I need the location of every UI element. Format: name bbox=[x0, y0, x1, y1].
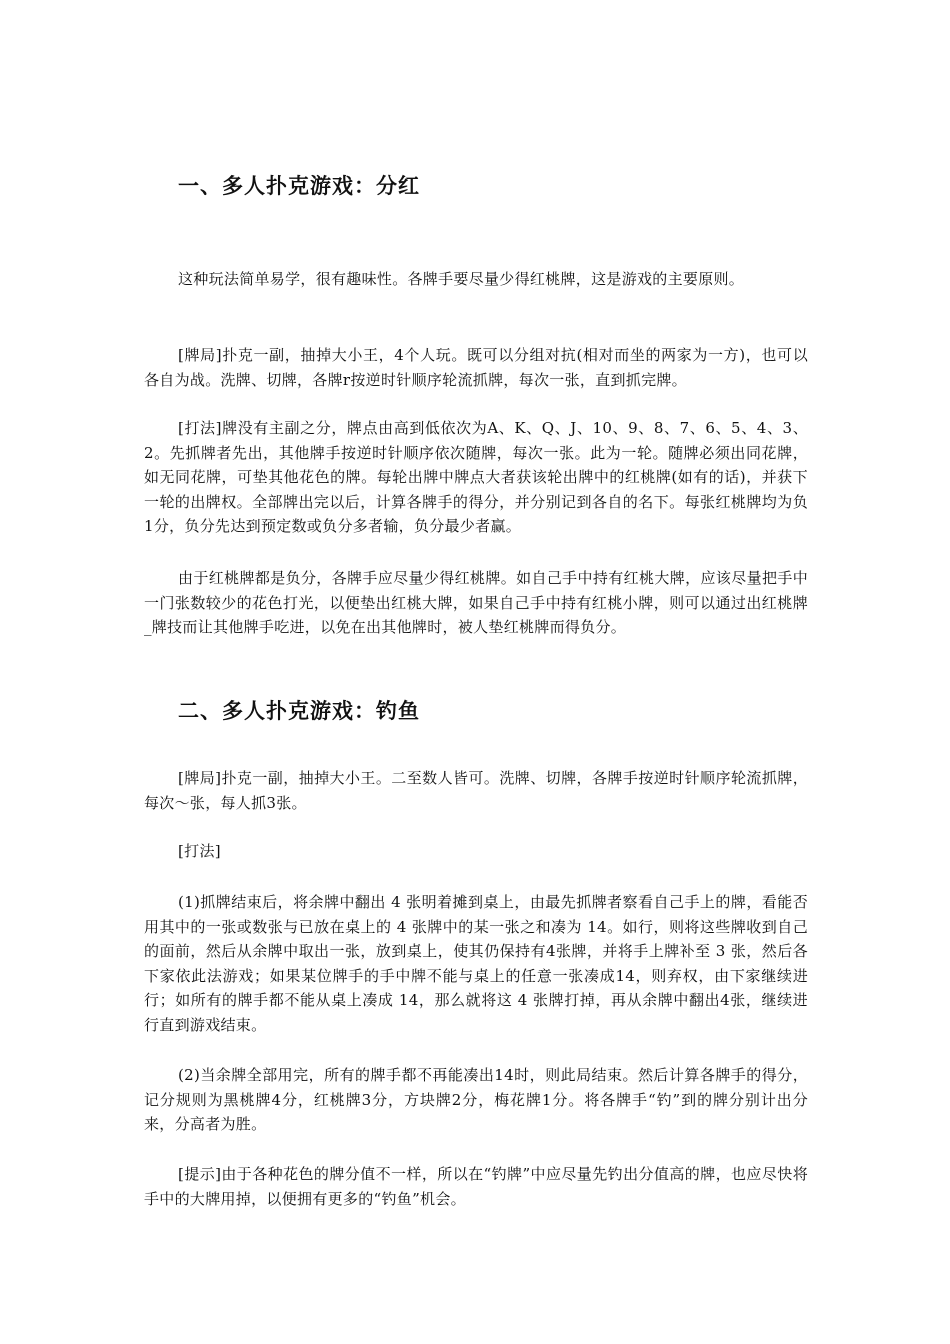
section-1-deal-rules: [牌局]扑克一副，抽掉大小王，4个人玩。既可以分组对抗(相对而坐的两家为一方)，也可以各自为战。洗牌、切牌，各牌r按逆时针顺序轮流抓牌，每次一张，直到抓完牌。 bbox=[144, 346, 808, 389]
section-2-rule-2: (2)当余牌全部用完，所有的牌手都不再能凑出14时，则此局结束。然后计算各牌手的得分，记分规则为黑桃牌4分，红桃牌3分，方块牌2分，梅花牌1分。将各牌手“钓”到的牌分别计出分来，分高者为胜。 bbox=[144, 1066, 808, 1133]
section-2-rule-1: (1)抓牌结束后，将余牌中翻出 4 张明着摊到桌上，由最先抓牌者察看自己手上的牌，看能否用其中的一张或数张与已放在桌上的 4 张牌中的某一张之和凑为 14。如行，则将这些牌收到自己的面前，然后从余牌中取出一张，放到桌上，使其仍保持有4张牌，并将手上牌补至 3 张，然后各下家依此法游戏；如果某位牌手的手中牌不能与桌上的任意一张凑成14，则弃权，由下家继续进行；如所有的牌手都不能从桌上凑成 14，那么就将这 4 张牌打掉，再从余牌中翻出4张，继续进行直到游戏结束。 bbox=[144, 893, 808, 1034]
section-2-title: 二、多人扑克游戏：钓鱼 bbox=[178, 699, 420, 723]
section-2-play-heading: [打法] bbox=[178, 842, 221, 860]
section-2-tips: [提示]由于各种花色的牌分值不一样，所以在“钓牌”中应尽量先钓出分值高的牌，也应尽快将手中的大牌用掉，以便拥有更多的“钓鱼”机会。 bbox=[144, 1165, 808, 1208]
section-1-title: 一、多人扑克游戏：分红 bbox=[178, 174, 420, 198]
section-1-play-rules: [打法]牌没有主副之分，牌点由高到低依次为A、K、Q、J、10、9、8、7、6、5、4、3、2。先抓牌者先出，其他牌手按逆时针顺序依次随牌，每次一张。此为一轮。随牌必须出同花牌，如无同花牌，可垫其他花色的牌。每轮出牌中牌点大者获该轮出牌中的红桃牌(如有的话)，并获下一轮的出牌权。全部牌出完以后，计算各牌手的得分，并分别记到各自的名下。每张红桃牌均为负1分，负分先达到预定数或负分多者输，负分最少者赢。 bbox=[144, 419, 808, 535]
section-1-strategy: 由于红桃牌都是负分，各牌手应尽量少得红桃牌。如自己手中持有红桃大牌，应该尽量把手中一门张数较少的花色打光，以便垫出红桃大牌，如果自己手中持有红桃小牌，则可以通过出红桃牌_牌技而让其他牌手吃进，以免在出其他牌时，被人垫红桃牌而得负分。 bbox=[144, 569, 808, 636]
section-2-deal-rules: [牌局]扑克一副，抽掉大小王。二至数人皆可。洗牌、切牌，各牌手按逆时针顺序轮流抓牌，每次～张，每人抓3张。 bbox=[144, 769, 808, 812]
section-1-intro: 这种玩法简单易学，很有趣味性。各牌手要尽量少得红桃牌，这是游戏的主要原则。 bbox=[178, 270, 745, 288]
